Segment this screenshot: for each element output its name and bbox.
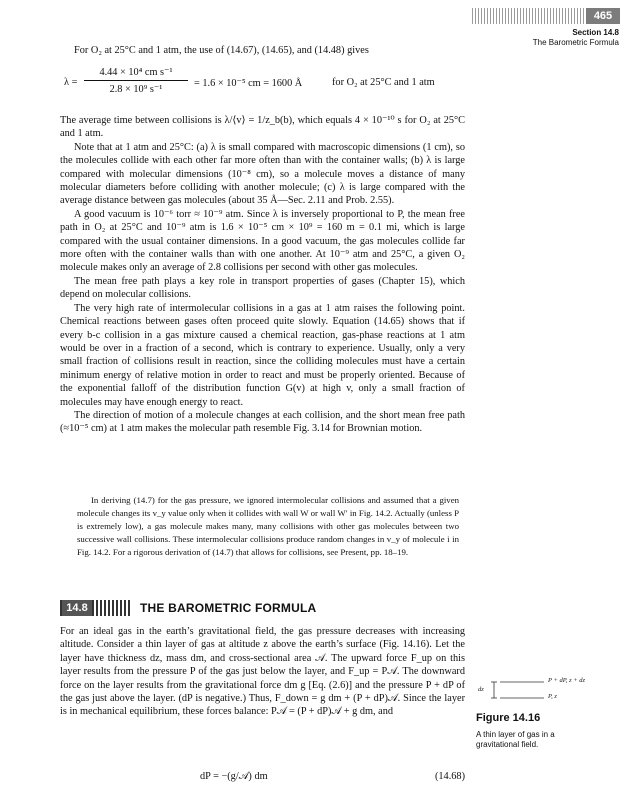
- equation-lhs: λ =: [64, 77, 78, 88]
- paragraph-1: The average time between collisions is λ/⟨v⟩ = 1/z_b(b), which equals 4 × 10⁻¹⁰ s for O₂ at 25°C and 1 atm.: [60, 115, 465, 140]
- running-head-title: The Barometric Formula: [532, 38, 619, 47]
- equation-denominator: 2.8 × 10⁹ s⁻¹: [109, 84, 163, 95]
- figure-diagram: [476, 674, 626, 708]
- equation-number: (14.68): [434, 771, 465, 782]
- section-body: [60, 625, 465, 719]
- equation-rhs: = 1.6 × 10⁻⁵ cm = 1600 Å: [194, 78, 303, 89]
- section-number-bar: [60, 600, 130, 616]
- paragraph-4: The mean free path plays a key role in transport properties of gases (Chapter 15), which depend on molecular collisions.: [60, 275, 465, 301]
- section-heading: [60, 600, 480, 616]
- paragraph-3: A good vacuum is 10⁻⁶ torr ≈ 10⁻⁹ atm. Since λ is inversely proportional to P, the mean free path in O₂ at 25°C and 10⁻⁹ atm is 1.6 × 10⁻⁵ cm × 10⁹ = 160 m = 0.1 mi, which is large compared with the usual container dimensions. In a good vacuum, the gas molecules collide far more often with the container walls than with one another. At 10⁻⁹ atm and 25°C, a given O₂ molecule makes only an average of 2.8 collisions per second with other gas molecules.: [60, 208, 465, 274]
- label-dz: dz: [478, 686, 484, 693]
- footnote-block: [77, 494, 459, 559]
- footnote-text: In deriving (14.7) for the gas pressure, we ignored intermolecular collisions and assumed that a given molecule changes its v_y value only when it collides with wall W or wall W′ in Fig. 14.2. Actually (unless P is extremely low), a gas molecule makes many, many collisions with other gas molecules between two successive wall collisions. These intermolecular collisions produce random changes in v_y of molecule i in Fig. 14.2. For a rigorous derivation of (14.7) that allows for collisions, see Present, pp. 18–19.: [77, 495, 459, 557]
- equation-final-expr: dP = −(g/𝒜) dm: [200, 771, 268, 782]
- paragraph-2: Note that at 1 atm and 25°C: (a) λ is small compared with macroscopic dimensions (1 cm), so the molecules collide with each other far more often than with the container walls; (b) λ is large compared with molecular dimensions (10⁻⁸ cm), so a molecule moves a distance of many molecular diameters before colliding with another molecule; (c) λ is large compared with the average distance between gas molecules (about 35 Å—Sec. 2.11 and Prob. 2.55).: [60, 141, 465, 207]
- label-bottom: P, z: [548, 693, 557, 700]
- main-body: [60, 114, 465, 436]
- section-paragraph: For an ideal gas in the earth’s gravitational field, the gas pressure decreases with increasing altitude. Consider a thin layer of gas at altitude z above the earth’s surface (Fig. 14.16). Let the layer have thickness dz, mass dm, and cross-sectional area 𝒜. The upward force F_up on this layer results from the pressure P of the gas just below the layer, and F_up = P𝒜. The downward force on the layer results from the gravitational force dm g [Eq. (2.6)] and the pressure P + dP of the gas just above the layer. (dP is negative.) Thus, F_down = g dm + (P + dP)𝒜. Since the layer is in mechanical equilibrium, these forces balance: P𝒜 = (P + dP)𝒜 + g dm, and: [60, 626, 465, 718]
- equation-numerator: 4.44 × 10⁴ cm s⁻¹: [84, 66, 188, 81]
- page-number: 465: [586, 8, 620, 24]
- equation-lambda: [60, 66, 465, 100]
- figure-description: A thin layer of gas in a gravitational field.: [476, 730, 555, 749]
- page-number-bar: [470, 8, 620, 24]
- figure-caption: Figure 14.16: [476, 712, 541, 724]
- equation-fraction: [84, 66, 188, 95]
- section-number: 14.8: [62, 600, 92, 616]
- paragraph-5: The very high rate of intermolecular collisions in a gas at 1 atm raises the following point. Chemical reactions between gases often proceed quite slowly. Equation (14.65) shows that if every b-c collision in a gas mixture caused a chemical reaction, gas-phase reactions at 1 atm would be over in a fraction of a second, which is contrary to experience. Usually, only a very small fraction of collisions result in reaction, since the colliding molecules must have a certain minimum energy of relative motion in order to react and must be properly oriented. Because of the exponential falloff of the distribution function G(v) at high v, only a small fraction of molecules may have enough energy to react.: [60, 302, 465, 408]
- equation-condition: for O₂ at 25°C and 1 atm: [332, 77, 435, 88]
- equation-final: [60, 771, 465, 785]
- intro-text: For O₂ at 25°C and 1 atm, the use of (14.67), (14.65), and (14.48) gives: [74, 45, 369, 56]
- figure-14-16: [476, 674, 626, 750]
- label-top: P + dP, z + dz: [548, 677, 586, 684]
- section-title: THE BAROMETRIC FORMULA: [140, 601, 317, 615]
- paragraph-6: The direction of motion of a molecule changes at each collision, and the short mean free path (≈10⁻⁵ cm) at 1 atm makes the molecular path resemble Fig. 3.14 for Brownian motion.: [60, 409, 465, 435]
- running-head-section: Section 14.8: [572, 28, 619, 37]
